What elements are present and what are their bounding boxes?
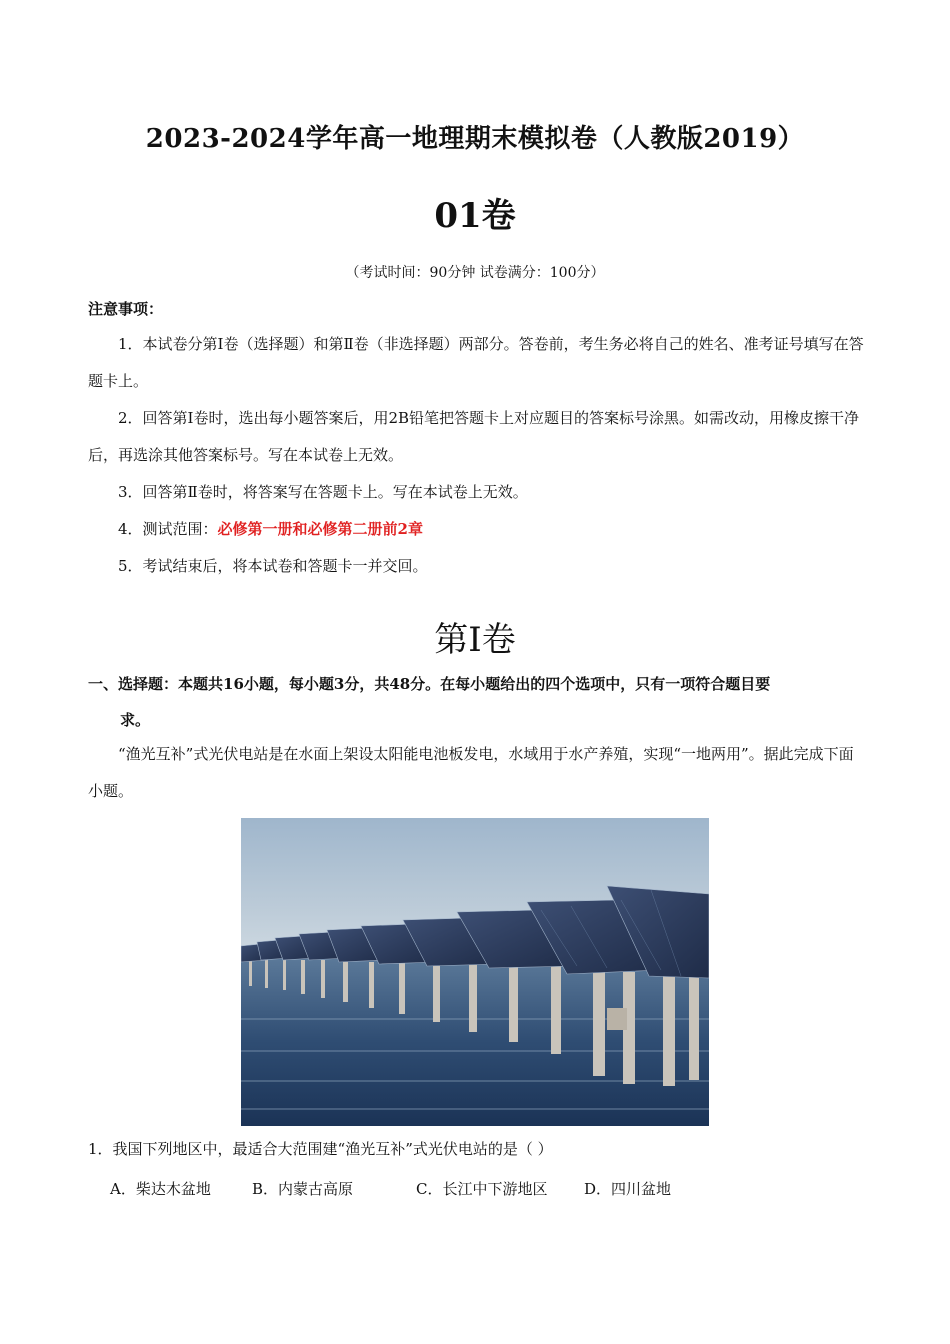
part-heading [88,666,868,738]
question-1-option-d: D．四川盆地 [584,1180,672,1198]
test-scope-highlight: 必修第一册和必修第二册前2章 [217,520,423,538]
notice-heading: 注意事项： [88,300,164,318]
exam-title: 2023-2024学年高一地理期末模拟卷（人教版2019） [145,124,805,154]
notice-item-4 [88,511,868,548]
exam-subtitle: 01卷 [434,196,516,236]
question-1-stem: 1．我国下列地区中，最适合大范围建“渔光互补”式光伏电站的是（ ） [88,1140,553,1158]
section-title: 第Ⅰ卷 [434,620,516,660]
question-1-option-b: B．内蒙古高原 [252,1180,354,1198]
notice-item-4-prefix: 4．测试范围： [118,520,218,538]
part-heading-line-2: 求。 [120,711,151,729]
part-heading-line-1: 一、选择题：本题共16小题，每小题3分，共48分。在每小题给出的四个选项中，只有一项符合题目要 [88,675,771,693]
question-material: “渔光互补”式光伏电站是在水面上架设太阳能电池板发电，水域用于水产养殖，实现“一地两用”。据此完成下面小题。 [88,745,854,800]
exam-time-score-info: （考试时间：90分钟 试卷满分：100分） [345,265,605,281]
notice-item-5: 5．考试结束后，将本试卷和答题卡一并交回。 [118,557,428,575]
notice-item-2: 2．回答第Ⅰ卷时，选出每小题答案后，用2B铅笔把答题卡上对应题目的答案标号涂黑。如需改动，用橡皮擦干净后，再选涂其他答案标号。写在本试卷上无效。 [88,409,860,464]
solar-panels-on-water-photo [241,818,709,1126]
notice-item-1: 1．本试卷分第Ⅰ卷（选择题）和第Ⅱ卷（非选择题）两部分。答卷前，考生务必将自己的姓名、准考证号填写在答题卡上。 [88,335,864,390]
question-1-option-c: C．长江中下游地区 [416,1180,548,1198]
notice-list [88,326,868,585]
question-1-option-a: A．柴达木盆地 [110,1180,211,1198]
notice-item-3: 3．回答第Ⅱ卷时，将答案写在答题卡上。写在本试卷上无效。 [118,483,528,501]
